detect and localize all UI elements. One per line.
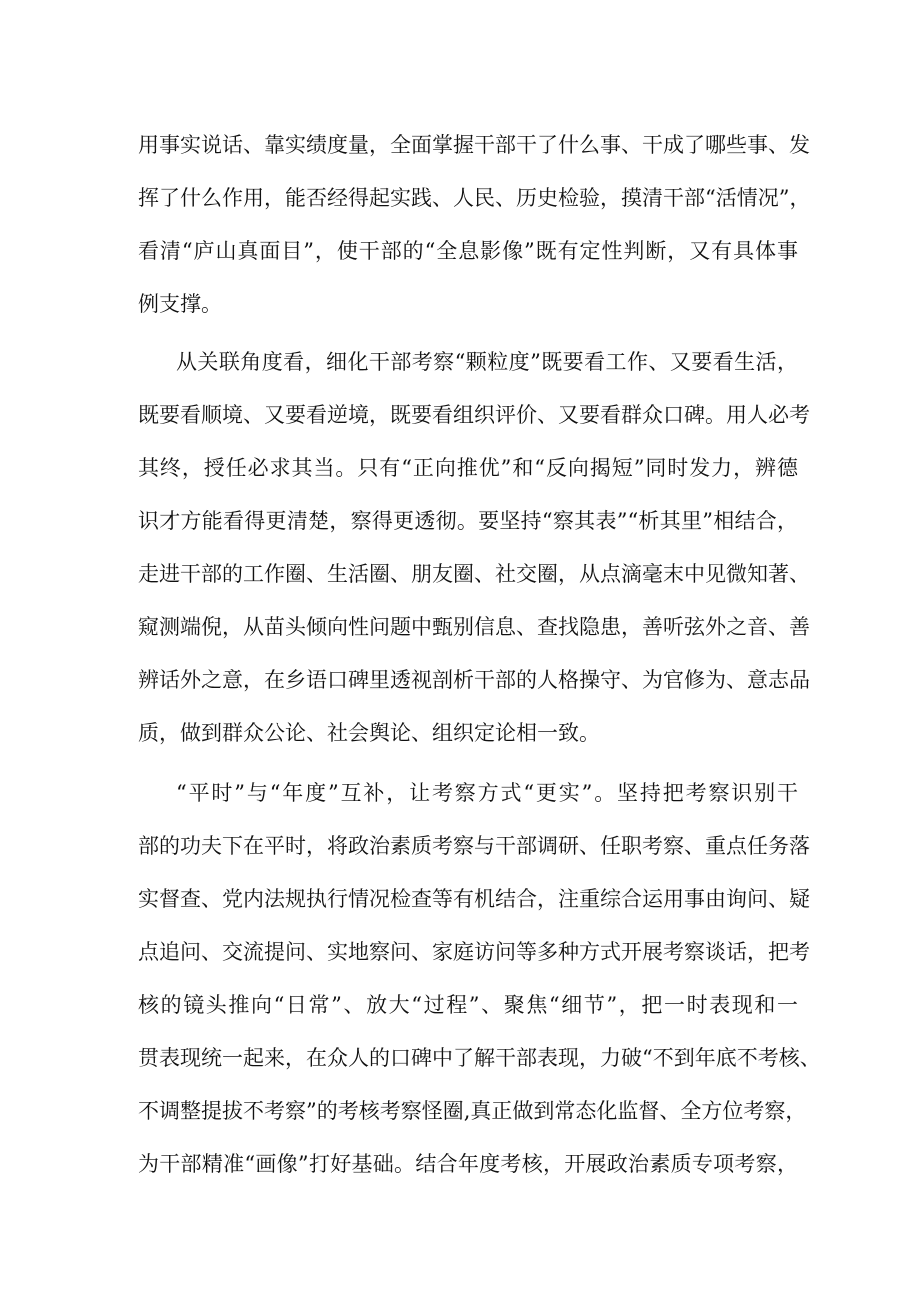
paragraph-2-line-8: 质，做到群众公论、社会舆论、组织定论相一致。 [138,721,600,745]
paragraph-3-line-5: 核的镜头推向“日常”、放大“过程”、聚焦“细节”，把一时表现和一 [138,993,798,1017]
paragraph-3-line-2: 部的功夫下在平时，将政治素质考察与干部调研、任职考察、重点任务落 [138,834,810,858]
paragraph-1-line-3: 看清“庐山真面目”，使干部的“全息影像”既有定性判断，又有具体事 [138,239,798,263]
paragraph-2-line-6: 窥测端倪，从苗头倾向性问题中甄别信息、查找隐患，善听弦外之音、善 [138,615,810,639]
paragraph-3-line-6: 贯表现统一起来，在众人的口碑中了解干部表现，力破“不到年底不考核、 [138,1046,821,1070]
paragraph-1-line-1: 用事实说话、靠实绩度量，全面掌握干部干了什么事、干成了哪些事、发 [138,133,810,157]
paragraph-2-line-4: 识才方能看得更清楚，察得更透彻。要坚持“察其表”“析其里”相结合， [138,509,798,533]
paragraph-2-line-3: 其终，授任必求其当。只有“正向推优”和“反向揭短”同时发力，辨德 [138,456,798,480]
paragraph-3-line-8: 为干部精准“画像”打好基础。结合年度考核，开展政治素质专项考察， [138,1152,798,1176]
paragraph-2-line-5: 走进干部的工作圈、生活圈、朋友圈、社交圈，从点滴毫末中见微知著、 [138,562,810,586]
paragraph-3-line-7: 不调整提拔不考察”的考核考察怪圈,真正做到常态化监督、全方位考察， [138,1099,807,1123]
paragraph-2-line-2: 既要看顺境、又要看逆境，既要看组织评价、又要看群众口碑。用人必考 [138,403,810,427]
paragraph-3-line-4: 点追问、交流提问、实地察问、家庭访问等多种方式开展考察谈话，把考 [138,940,810,964]
paragraph-3-line-1: “平时”与“年度”互补，让考察方式“更实”。坚持把考察识别干 [176,781,798,805]
paragraph-3-line-3: 实督查、党内法规执行情况检查等有机结合，注重综合运用事由询问、疑 [138,887,810,911]
paragraph-2-line-1: 从关联角度看，细化干部考察“颗粒度”既要看工作、又要看生活， [176,350,798,374]
paragraph-2-line-7: 辨话外之意，在乡语口碑里透视剖析干部的人格操守、为官修为、意志品 [138,668,810,692]
paragraph-1-line-4: 例支撑。 [138,292,222,316]
paragraph-1-line-2: 挥了什么作用，能否经得起实践、人民、历史检验，摸清干部“活情况”， [138,186,811,210]
